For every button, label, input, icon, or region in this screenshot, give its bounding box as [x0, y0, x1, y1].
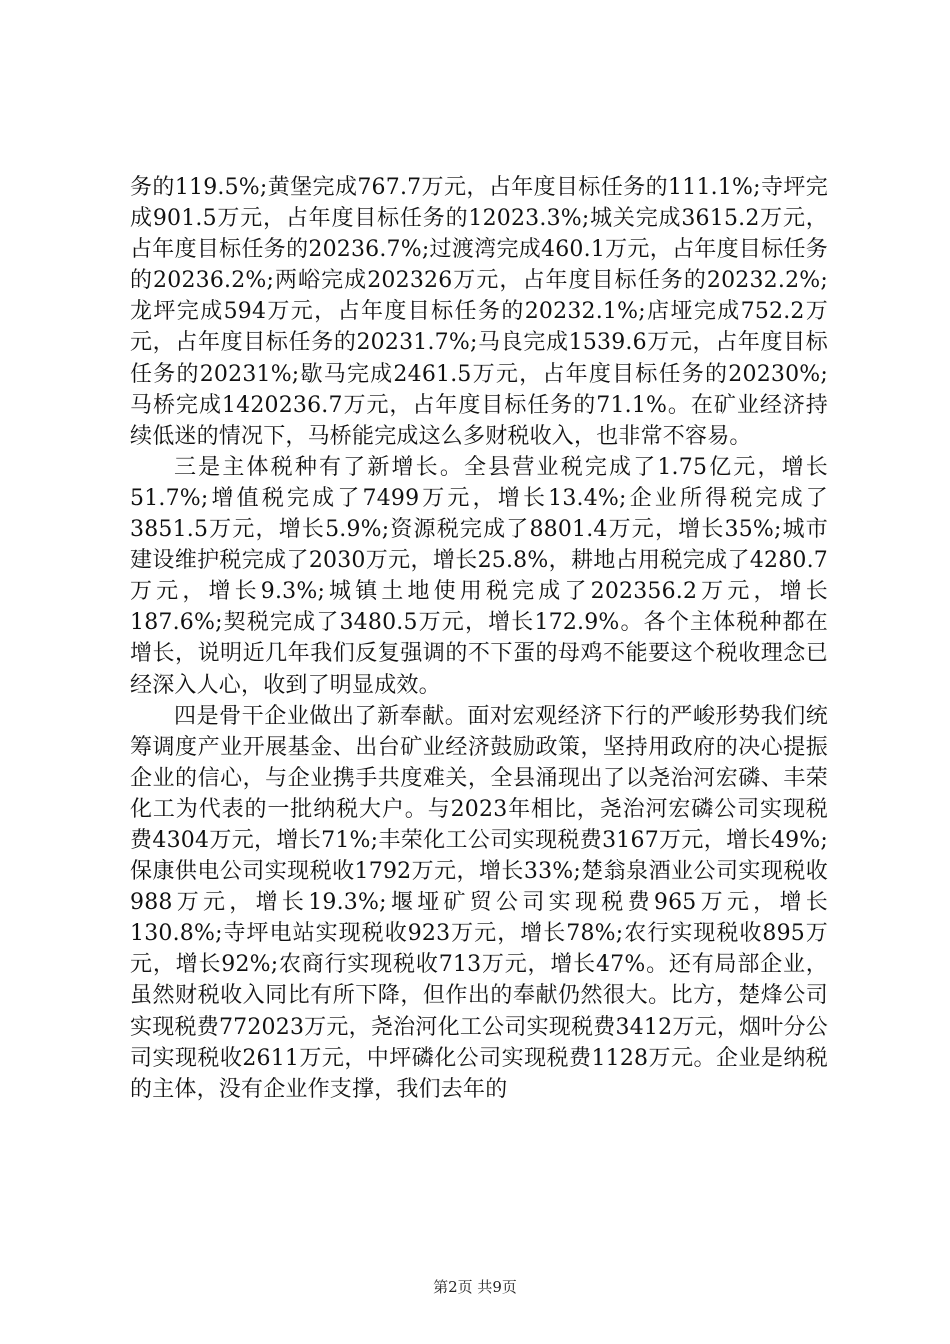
- paragraph-key-enterprises: 四是骨干企业做出了新奉献。面对宏观经济下行的严峻形势我们统筹调度产业开展基金、出台矿业经济鼓励政策，坚持用政府的决心提振企业的信心，与企业携手共度难关，全县涌现出了以尧治河宏磷、丰荣化工为代表的一批纳税大户。与2023年相比，尧治河宏磷公司实现税费4304万元，增长71%;丰荣化工公司实现税费3167万元，增长49%;保康供电公司实现税收1792万元，增长33%;楚翁泉酒业公司实现税收988万元，增长19.3%;堰垭矿贸公司实现税费965万元，增长130.8%;寺坪电站实现税收923万元，增长78%;农行实现税收895万元，增长92%;农商行实现税收713万元，增长47%。还有局部企业，虽然财税收入同比有所下降，但作出的奉献仍然很大。比方，楚烽公司实现税费772023万元，尧治河化工公司实现税费3412万元，烟叶分公司实现税收2611万元，中坪磷化公司实现税费1128万元。企业是纳税的主体，没有企业作支撑，我们去年的: [130, 703, 828, 1102]
- paragraph-district-completion: 务的119.5%;黄堡完成767.7万元，占年度目标任务的111.1%;寺坪完成901.5万元，占年度目标任务的12023.3%;城关完成3615.2万元，占年度目标任务的20236.7%;过渡湾完成460.1万元，占年度目标任务的20236.2%;两峪完成202326万元，占年度目标任务的20232.2%;龙坪完成594万元，占年度目标任务的20232.1%;店垭完成752.2万元，占年度目标任务的20231.7%;马良完成1539.6万元，占年度目标任务的20231%;歇马完成2461.5万元，占年度目标任务的20230%;马桥完成1420236.7万元，占年度目标任务的71.1%。在矿业经济持续低迷的情况下，马桥能完成这么多财税收入，也非常不容易。: [130, 175, 828, 449]
- paragraph-main-tax-growth: 三是主体税种有了新增长。全县营业税完成了1.75亿元，增长51.7%;增值税完成了7499万元，增长13.4%;企业所得税完成了3851.5万元，增长5.9%;资源税完成了8801.4万元，增长35%;城市建设维护税完成了2030万元，增长25.8%，耕地占用税完成了4280.7万元，增长9.3%;城镇土地使用税完成了202356.2万元，增长187.6%;契税完成了3480.5万元，增长172.9%。各个主体税种都在增长，说明近几年我们反复强调的不下蛋的母鸡不能要这个税收理念已经深入人心，收到了明显成效。: [130, 454, 828, 698]
- document-body: [130, 172, 828, 1105]
- page-footer: 第2页 共9页: [433, 1278, 517, 1296]
